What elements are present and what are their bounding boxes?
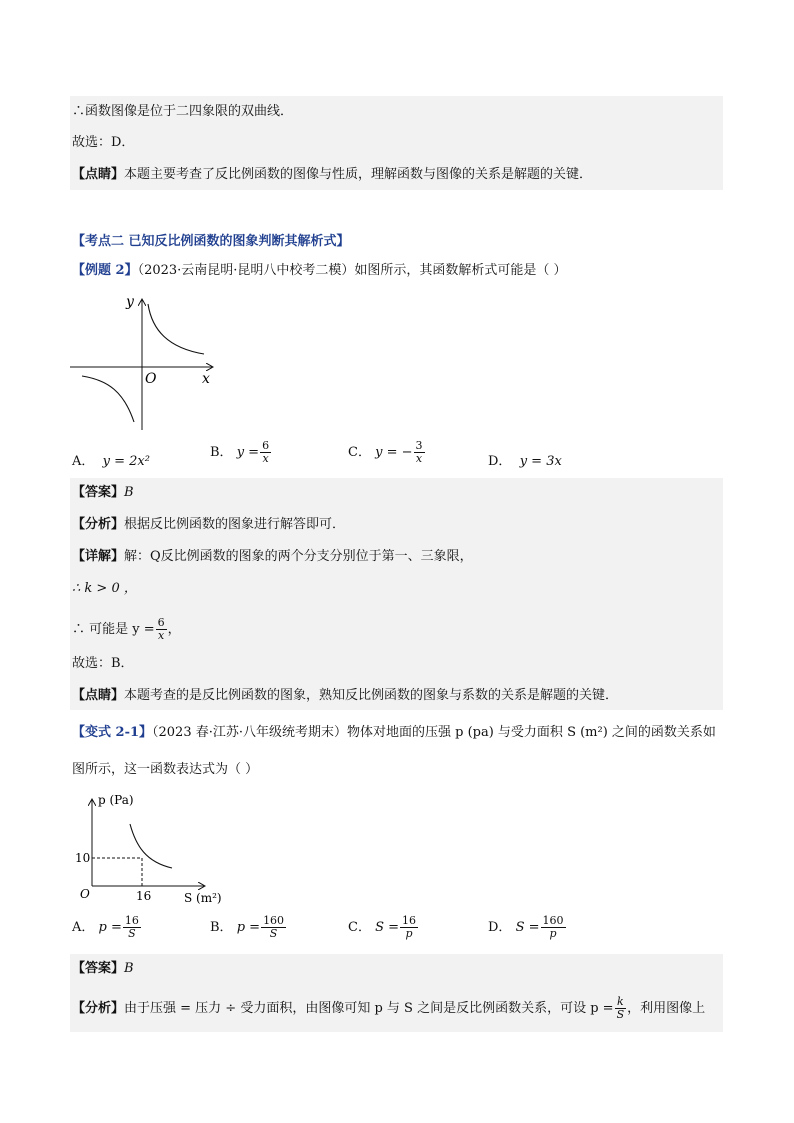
curve-q1 [148, 304, 204, 354]
x-axis-label: x [202, 371, 210, 387]
option-a[interactable]: A． p = $\frac{16}{S}$ [72, 914, 139, 940]
variant-title: 【变式 2-1】（2023 春·江苏·八年级统考期末）物体对地面的压强 p (pa) 与受力面积 S (m²) 之间的函数关系如 [72, 725, 716, 740]
origin-label: O [145, 371, 157, 387]
y-axis-label: y [126, 294, 134, 310]
option-b[interactable]: B． p = $\frac{160}{S}$ [210, 914, 285, 940]
option-d[interactable]: D． y = 3x [488, 454, 562, 469]
s-axis-label: S (m²) [184, 891, 222, 905]
variant-title-cont: 图所示，这一函数表达式为（ ） [72, 762, 259, 777]
x-tick-label: 16 [136, 889, 152, 903]
example-title: 【例题 2】（2023·云南昆明·昆明八中校考二模）如图所示，其函数解析式可能是（ ） [72, 263, 567, 278]
pressure-area-graph [70, 788, 230, 910]
choose-line: 故选：B． [72, 656, 134, 671]
text-line: 故选：D． [72, 135, 135, 150]
option-a[interactable]: A． y = 2x² [72, 454, 150, 469]
text-line: ∴函数图像是位于二四象限的双曲线． [72, 104, 294, 119]
step-line: ∴ 可能是 y = $\frac{6}{x}$ ， [72, 616, 181, 642]
tip-line: 【点睛】本题考查的是反比例函数的图象，熟知反比例函数的图象与系数的关系是解题的关键． [72, 688, 619, 703]
y-tick-label: 10 [75, 851, 91, 865]
hyperbola-graph [68, 290, 228, 432]
option-c[interactable]: C． y = − $\frac{3}{x}$ [348, 439, 423, 465]
pressure-curve [130, 824, 172, 868]
origin-label: O [80, 887, 90, 901]
detail-line: 【详解】解：Q反比例函数的图象的两个分支分别位于第一、三象限， [72, 549, 473, 564]
option-b[interactable]: B． y = $\frac{6}{x}$ [210, 439, 270, 465]
analysis-line: 【分析】根据反比例函数的图象进行解答即可． [72, 517, 346, 532]
section-heading: 【考点二 已知反比例函数的图象判断其解析式】 [72, 234, 350, 249]
answer-line: 【答案】B [72, 485, 134, 500]
p-axis-label: p (Pa) [98, 793, 134, 807]
tip-line: 【点睛】本题主要考查了反比例函数的图像与性质，理解函数与图像的关系是解题的关键． [72, 167, 593, 182]
answer-line: 【答案】B [72, 961, 134, 976]
analysis-line: 【分析】由于压强 = 压力 ÷ 受力面积，由图像可知 p 与 S 之间是反比例函数关系，可设 p = $\frac{k}{S}$ ，利用图像上 [72, 995, 706, 1021]
option-d[interactable]: D． S = $\frac{160}{p}$ [488, 914, 564, 940]
curve-q3 [82, 376, 134, 422]
option-c[interactable]: C． S = $\frac{16}{p}$ [348, 914, 417, 940]
step-line: ∴ k > 0 ， [72, 581, 137, 596]
